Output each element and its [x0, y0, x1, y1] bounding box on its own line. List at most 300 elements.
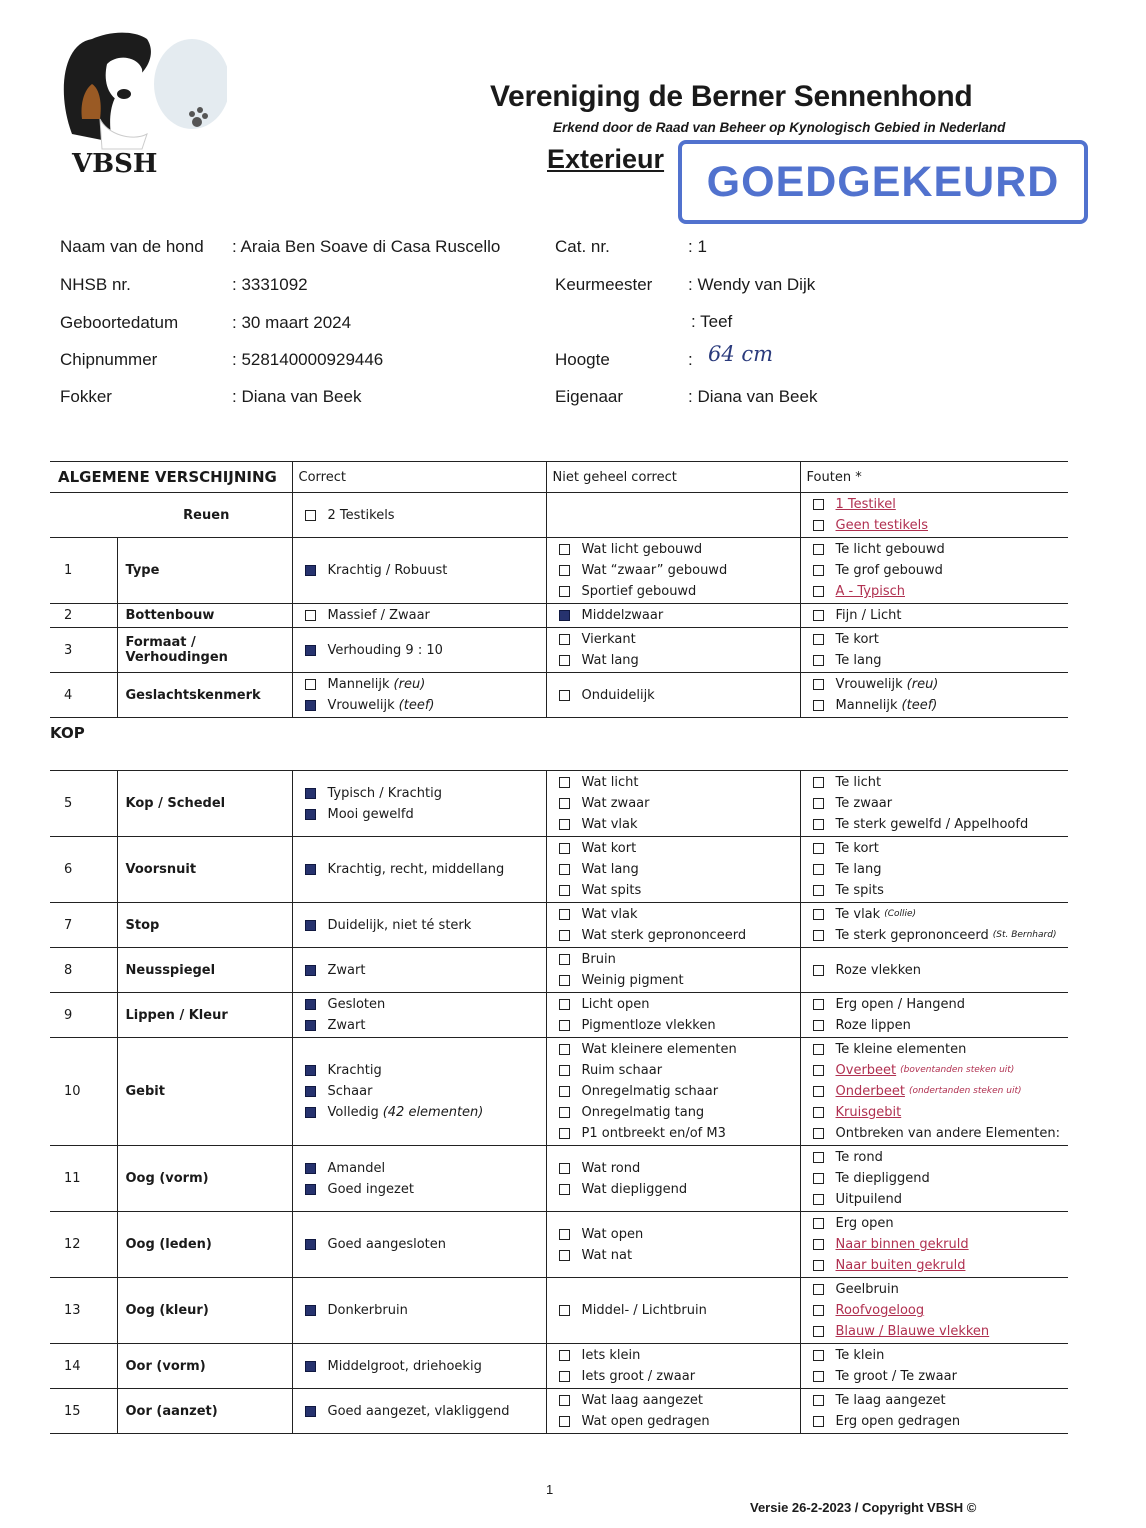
- table-row: [50, 837, 1068, 903]
- correct-option: [297, 915, 542, 936]
- checkbox-icon[interactable]: [813, 843, 824, 854]
- checkbox-icon[interactable]: [813, 777, 824, 788]
- fouten-cell: [800, 1212, 1068, 1278]
- correct-option: [297, 1060, 542, 1081]
- row-label: Oor (aanzet): [117, 1389, 292, 1434]
- checkbox-icon[interactable]: [813, 819, 824, 830]
- row-label: Kop / Schedel: [117, 771, 292, 837]
- option-label: Amandel: [327, 1160, 386, 1176]
- niet-cell: [546, 628, 800, 673]
- option-label: Zwart: [327, 962, 366, 978]
- fouten-cell: [800, 771, 1068, 837]
- checked-box-icon[interactable]: [305, 1086, 316, 1097]
- option-label: Te licht: [835, 775, 882, 790]
- option-label: Goed aangezet, vlakliggend: [327, 1403, 510, 1419]
- correct-option: [297, 804, 542, 825]
- option-label: Mannelijk: [835, 698, 898, 713]
- option-label: Erg open: [835, 1216, 894, 1231]
- checkbox-icon[interactable]: [813, 544, 824, 555]
- niet-option: [551, 685, 796, 706]
- table-row: [50, 1146, 1068, 1212]
- checkbox-icon[interactable]: [559, 1128, 570, 1139]
- option-label: Uitpuilend: [835, 1192, 902, 1207]
- checkbox-icon[interactable]: [813, 634, 824, 645]
- row-number: 4: [50, 673, 117, 718]
- fouten-option: [805, 1147, 1065, 1168]
- checkbox-icon[interactable]: [813, 1065, 824, 1076]
- fouten-option: [805, 772, 1065, 793]
- niet-option: [551, 1102, 796, 1123]
- checkbox-icon[interactable]: [813, 1260, 824, 1271]
- niet-cell: [546, 1278, 800, 1344]
- option-label: Bruin: [581, 952, 616, 967]
- form-title: Exterieur: [547, 144, 665, 174]
- checked-box-icon[interactable]: [305, 1305, 316, 1316]
- niet-option: [551, 949, 796, 970]
- option-label: Wat rond: [581, 1160, 641, 1176]
- checked-box-icon[interactable]: [305, 1163, 316, 1174]
- correct-option: [297, 560, 542, 581]
- checkbox-icon[interactable]: [559, 586, 570, 597]
- fouten-option: [805, 695, 1065, 716]
- checkbox-icon[interactable]: [559, 1065, 570, 1076]
- checkbox-icon[interactable]: [813, 610, 824, 621]
- checkbox-icon[interactable]: [559, 885, 570, 896]
- checkbox-icon[interactable]: [813, 885, 824, 896]
- option-label: Roze vlekken: [835, 962, 922, 978]
- option-label: Wat lang: [581, 862, 639, 877]
- option-label: Te spits: [835, 883, 884, 898]
- row-number: 7: [50, 903, 117, 948]
- checkbox-icon[interactable]: [559, 634, 570, 645]
- option-label: Blauw / Blauwe vlekken: [835, 1324, 990, 1339]
- fouten-option: [805, 1081, 1065, 1102]
- option-label: Wat licht: [581, 775, 639, 790]
- option-label: Naar buiten gekruld: [835, 1258, 966, 1273]
- niet-option: [551, 605, 796, 626]
- checkbox-icon[interactable]: [813, 1326, 824, 1337]
- option-note: (teef): [901, 698, 938, 713]
- option-label: Wat open gedragen: [581, 1414, 710, 1429]
- checkbox-icon[interactable]: [813, 909, 824, 920]
- row-number: 10: [50, 1038, 117, 1146]
- checkbox-icon[interactable]: [813, 1218, 824, 1229]
- checkbox-icon[interactable]: [559, 1371, 570, 1382]
- checkbox-icon[interactable]: [559, 909, 570, 920]
- niet-option: [551, 772, 796, 793]
- niet-option: [551, 1390, 796, 1411]
- header-col-1: Correct: [292, 462, 546, 493]
- checkbox-icon[interactable]: [559, 1020, 570, 1031]
- row-number: 12: [50, 1212, 117, 1278]
- option-label: Wat licht gebouwd: [581, 542, 703, 557]
- approval-stamp: GOEDGEKEURD: [678, 140, 1088, 224]
- checkbox-icon[interactable]: [813, 520, 824, 531]
- fouten-cell: [800, 1278, 1068, 1344]
- correct-option: [297, 505, 542, 526]
- fouten-option: [805, 1039, 1065, 1060]
- niet-option: [551, 629, 796, 650]
- checkbox-icon[interactable]: [813, 1086, 824, 1097]
- checkbox-icon[interactable]: [559, 1184, 570, 1195]
- checkbox-icon[interactable]: [559, 565, 570, 576]
- correct-option: [297, 1081, 542, 1102]
- checked-box-icon[interactable]: [305, 565, 316, 576]
- checkbox-icon[interactable]: [559, 1229, 570, 1240]
- table-row: [50, 1389, 1068, 1434]
- row-number: 3: [50, 628, 117, 673]
- checkbox-icon[interactable]: [813, 1044, 824, 1055]
- section-row: [50, 718, 1068, 771]
- keurmeester-label: Keurmeester: [555, 275, 653, 294]
- table-row: [50, 604, 1068, 628]
- correct-option: [297, 1158, 542, 1179]
- niet-cell: [546, 771, 800, 837]
- checkbox-icon[interactable]: [305, 510, 316, 521]
- option-label: Volledig: [327, 1105, 379, 1120]
- row-label: Oog (kleur): [117, 1278, 292, 1344]
- niet-cell: [546, 493, 800, 538]
- checkbox-icon[interactable]: [813, 700, 824, 711]
- checkbox-icon[interactable]: [813, 1395, 824, 1406]
- option-label: Te sterk geprononceerd: [835, 928, 989, 943]
- fouten-cell: [800, 1146, 1068, 1212]
- row-number: 2: [50, 604, 117, 628]
- fouten-option: [805, 1213, 1065, 1234]
- checked-box-icon[interactable]: [559, 610, 570, 621]
- option-label: Te laag aangezet: [835, 1393, 946, 1408]
- fouten-option: [805, 838, 1065, 859]
- checkbox-icon[interactable]: [813, 864, 824, 875]
- fouten-option: [805, 1015, 1065, 1036]
- checkbox-icon[interactable]: [813, 565, 824, 576]
- checkbox-icon[interactable]: [813, 586, 824, 597]
- option-label: Te groot / Te zwaar: [835, 1369, 957, 1384]
- row-number: 11: [50, 1146, 117, 1212]
- row-number: 13: [50, 1278, 117, 1344]
- logo-text: VBSH: [72, 149, 158, 176]
- row-label: Lippen / Kleur: [117, 993, 292, 1038]
- checkbox-icon[interactable]: [813, 1239, 824, 1250]
- checkbox-icon[interactable]: [813, 1173, 824, 1184]
- correct-option: [297, 1179, 542, 1200]
- row-label: Reuen: [117, 493, 292, 538]
- checked-box-icon[interactable]: [305, 999, 316, 1010]
- checked-box-icon[interactable]: [305, 1184, 316, 1195]
- fouten-cell: [800, 1344, 1068, 1389]
- row-label: Bottenbouw: [117, 604, 292, 628]
- option-label: Te lang: [835, 862, 882, 877]
- niet-option: [551, 1245, 796, 1266]
- option-label: Duidelijk, niet té sterk: [327, 917, 472, 933]
- option-label: Zwart: [327, 1018, 366, 1033]
- fouten-option: [805, 1189, 1065, 1210]
- checkbox-icon[interactable]: [813, 965, 824, 976]
- table-row: [50, 493, 1068, 538]
- checkbox-icon[interactable]: [559, 544, 570, 555]
- row-label: Geslachtskenmerk: [117, 673, 292, 718]
- header-col-3: Fouten *: [800, 462, 1068, 493]
- option-label: Kruisgebit: [835, 1105, 902, 1120]
- table-row: [50, 1278, 1068, 1344]
- option-label: Wat diepliggend: [581, 1181, 688, 1197]
- correct-cell: [292, 771, 546, 837]
- option-note: (teef): [398, 698, 435, 713]
- checkbox-icon[interactable]: [559, 864, 570, 875]
- option-label: Mooi gewelfd: [327, 806, 414, 822]
- option-label: Krachtig / Robuust: [327, 563, 448, 578]
- fouten-option: [805, 859, 1065, 880]
- option-label: Naar binnen gekruld: [835, 1237, 969, 1252]
- fouten-cell: [800, 948, 1068, 993]
- fouten-option: [805, 629, 1065, 650]
- checkbox-icon[interactable]: [813, 1128, 824, 1139]
- checkbox-icon[interactable]: [559, 1250, 570, 1261]
- option-label: Geen testikels: [835, 518, 928, 533]
- option-label: Te kort: [835, 841, 879, 856]
- niet-option: [551, 793, 796, 814]
- option-label: Te sterk gewelfd / Appelhoofd: [835, 817, 1029, 832]
- row-number: 9: [50, 993, 117, 1038]
- option-label: Wat lang: [581, 653, 639, 668]
- row-number: 14: [50, 1344, 117, 1389]
- option-label: Donkerbruin: [327, 1303, 408, 1318]
- checkbox-icon[interactable]: [559, 975, 570, 986]
- niet-option: [551, 650, 796, 671]
- checked-box-icon[interactable]: [305, 1107, 316, 1118]
- niet-cell: [546, 1212, 800, 1278]
- fouten-cell: [800, 538, 1068, 604]
- org-title: Vereniging de Berner Sennenhond: [490, 80, 973, 113]
- option-label: Gesloten: [327, 997, 386, 1012]
- fouten-option: [805, 1390, 1065, 1411]
- option-label: A - Typisch: [835, 584, 905, 599]
- option-label: Wat laag aangezet: [581, 1393, 704, 1408]
- checkbox-icon[interactable]: [559, 1107, 570, 1118]
- keurmeester-value: : Wendy van Dijk: [688, 275, 816, 294]
- checked-box-icon[interactable]: [305, 1406, 316, 1417]
- option-label: Te kleine elementen: [835, 1042, 967, 1057]
- checked-box-icon[interactable]: [305, 700, 316, 711]
- checked-box-icon[interactable]: [305, 864, 316, 875]
- correct-cell: [292, 1212, 546, 1278]
- checkbox-icon[interactable]: [559, 777, 570, 788]
- niet-option: [551, 994, 796, 1015]
- option-label: Iets groot / zwaar: [581, 1369, 696, 1384]
- checkbox-icon[interactable]: [559, 1416, 570, 1427]
- fouten-option: [805, 539, 1065, 560]
- option-small-note: (ondertanden steken uit): [908, 1086, 1022, 1096]
- checkbox-icon[interactable]: [813, 655, 824, 666]
- fouten-option: [805, 1060, 1065, 1081]
- checkbox-icon[interactable]: [813, 679, 824, 690]
- checked-box-icon[interactable]: [305, 809, 316, 820]
- correct-cell: [292, 493, 546, 538]
- option-label: Onregelmatig schaar: [581, 1084, 719, 1099]
- checkbox-icon[interactable]: [813, 1284, 824, 1295]
- geslacht-value: : Teef: [691, 312, 733, 331]
- checkbox-icon[interactable]: [813, 1194, 824, 1205]
- option-label: Te klein: [835, 1348, 885, 1363]
- checked-box-icon[interactable]: [305, 645, 316, 656]
- checked-box-icon[interactable]: [305, 788, 316, 799]
- option-note: (reu): [906, 677, 939, 692]
- option-label: Te lang: [835, 653, 882, 668]
- option-label: Te licht gebouwd: [835, 542, 945, 557]
- fouten-option: [805, 1411, 1065, 1432]
- checked-box-icon[interactable]: [305, 1361, 316, 1372]
- checkbox-icon[interactable]: [813, 1107, 824, 1118]
- checked-box-icon[interactable]: [305, 1065, 316, 1076]
- option-label: Wat vlak: [581, 907, 638, 922]
- fouten-cell: [800, 1038, 1068, 1146]
- checkbox-icon[interactable]: [559, 1350, 570, 1361]
- niet-option: [551, 838, 796, 859]
- row-label: Oog (vorm): [117, 1146, 292, 1212]
- checkbox-icon[interactable]: [559, 930, 570, 941]
- fouten-option: [805, 904, 1065, 925]
- correct-cell: [292, 993, 546, 1038]
- section-title: KOP: [50, 718, 1068, 771]
- checkbox-icon[interactable]: [559, 819, 570, 830]
- row-label: Oog (leden): [117, 1212, 292, 1278]
- correct-cell: [292, 673, 546, 718]
- checkbox-icon[interactable]: [559, 1044, 570, 1055]
- geboorte-label: Geboortedatum: [60, 313, 179, 332]
- fouten-option: [805, 1279, 1065, 1300]
- correct-cell: [292, 903, 546, 948]
- option-label: Te zwaar: [835, 796, 893, 811]
- niet-option: [551, 1366, 796, 1387]
- fouten-option: [805, 1300, 1065, 1321]
- correct-cell: [292, 1389, 546, 1434]
- niet-cell: [546, 903, 800, 948]
- checkbox-icon[interactable]: [559, 999, 570, 1010]
- option-note: (reu): [393, 677, 426, 692]
- hoogte-label: Hoogte: [555, 350, 610, 369]
- niet-option: [551, 1300, 796, 1321]
- niet-option: [551, 581, 796, 602]
- option-label: Pigmentloze vlekken: [581, 1018, 716, 1033]
- checkbox-icon[interactable]: [559, 690, 570, 701]
- checkbox-icon[interactable]: [813, 499, 824, 510]
- niet-cell: [546, 604, 800, 628]
- niet-cell: [546, 538, 800, 604]
- correct-option: [297, 1356, 542, 1377]
- table-header: [50, 462, 1068, 493]
- option-label: Vrouwelijk: [835, 677, 903, 692]
- option-label: Te kort: [835, 632, 879, 647]
- table-row: [50, 771, 1068, 837]
- fouten-option: [805, 1345, 1065, 1366]
- niet-option: [551, 1224, 796, 1245]
- row-label: Oor (vorm): [117, 1344, 292, 1389]
- fouten-cell: [800, 837, 1068, 903]
- checkbox-icon[interactable]: [559, 1395, 570, 1406]
- niet-option: [551, 1158, 796, 1179]
- checkbox-icon[interactable]: [813, 1371, 824, 1382]
- checkbox-icon[interactable]: [305, 610, 316, 621]
- option-label: Te vlak: [835, 907, 881, 922]
- table-row: [50, 1212, 1068, 1278]
- cat-label: Cat. nr.: [555, 237, 610, 256]
- table-row: [50, 993, 1068, 1038]
- fouten-option: [805, 1234, 1065, 1255]
- checkbox-icon[interactable]: [813, 1305, 824, 1316]
- naam-value: : Araia Ben Soave di Casa Ruscello: [232, 237, 501, 256]
- checkbox-icon[interactable]: [813, 1350, 824, 1361]
- checkbox-icon[interactable]: [559, 1086, 570, 1097]
- checkbox-icon[interactable]: [813, 1020, 824, 1031]
- hoogte-value: 64 cm: [708, 342, 774, 366]
- correct-cell: [292, 948, 546, 993]
- option-label: Wat kleinere elementen: [581, 1042, 737, 1057]
- correct-cell: [292, 628, 546, 673]
- correct-option: [297, 783, 542, 804]
- option-label: Middelzwaar: [581, 608, 664, 623]
- checkbox-icon[interactable]: [813, 999, 824, 1010]
- niet-option: [551, 560, 796, 581]
- niet-cell: [546, 948, 800, 993]
- checked-box-icon[interactable]: [305, 920, 316, 931]
- fouten-option: [805, 515, 1065, 536]
- option-label: Schaar: [327, 1084, 373, 1099]
- correct-option: [297, 1234, 542, 1255]
- option-small-note: (boventanden steken uit): [900, 1065, 1015, 1075]
- option-label: Erg open / Hangend: [835, 997, 966, 1012]
- checkbox-icon[interactable]: [305, 679, 316, 690]
- checkbox-icon[interactable]: [559, 1163, 570, 1174]
- fokker-label: Fokker: [60, 387, 112, 406]
- option-label: Wat spits: [581, 883, 642, 898]
- option-label: Weinig pigment: [581, 973, 684, 988]
- checkbox-icon[interactable]: [559, 954, 570, 965]
- checkbox-icon[interactable]: [813, 1416, 824, 1427]
- row-label: Type: [117, 538, 292, 604]
- option-label: 1 Testikel: [835, 497, 896, 512]
- vbsh-logo: [52, 24, 227, 176]
- checked-box-icon[interactable]: [305, 1239, 316, 1250]
- option-label: Onderbeet: [835, 1084, 905, 1099]
- option-label: Geelbruin: [835, 1282, 899, 1297]
- niet-option: [551, 1039, 796, 1060]
- niet-cell: [546, 993, 800, 1038]
- niet-option: [551, 1081, 796, 1102]
- option-label: Krachtig, recht, middellang: [327, 862, 505, 877]
- fouten-option: [805, 581, 1065, 602]
- fokker-value: : Diana van Beek: [232, 387, 362, 406]
- checkbox-icon[interactable]: [813, 1152, 824, 1163]
- checkbox-icon[interactable]: [813, 798, 824, 809]
- fouten-cell: [800, 903, 1068, 948]
- checkbox-icon[interactable]: [559, 843, 570, 854]
- checkbox-icon[interactable]: [559, 1305, 570, 1316]
- fouten-cell: [800, 1389, 1068, 1434]
- checked-box-icon[interactable]: [305, 1020, 316, 1031]
- checked-box-icon[interactable]: [305, 965, 316, 976]
- correct-option: [297, 1102, 542, 1123]
- niet-option: [551, 1060, 796, 1081]
- cat-value: : 1: [688, 237, 707, 256]
- fouten-option: [805, 1123, 1065, 1144]
- checkbox-icon[interactable]: [813, 930, 824, 941]
- checkbox-icon[interactable]: [559, 655, 570, 666]
- checkbox-icon[interactable]: [559, 798, 570, 809]
- option-label: Te rond: [835, 1150, 883, 1165]
- niet-option: [551, 1123, 796, 1144]
- niet-option: [551, 904, 796, 925]
- option-label: Wat sterk geprononceerd: [581, 928, 747, 943]
